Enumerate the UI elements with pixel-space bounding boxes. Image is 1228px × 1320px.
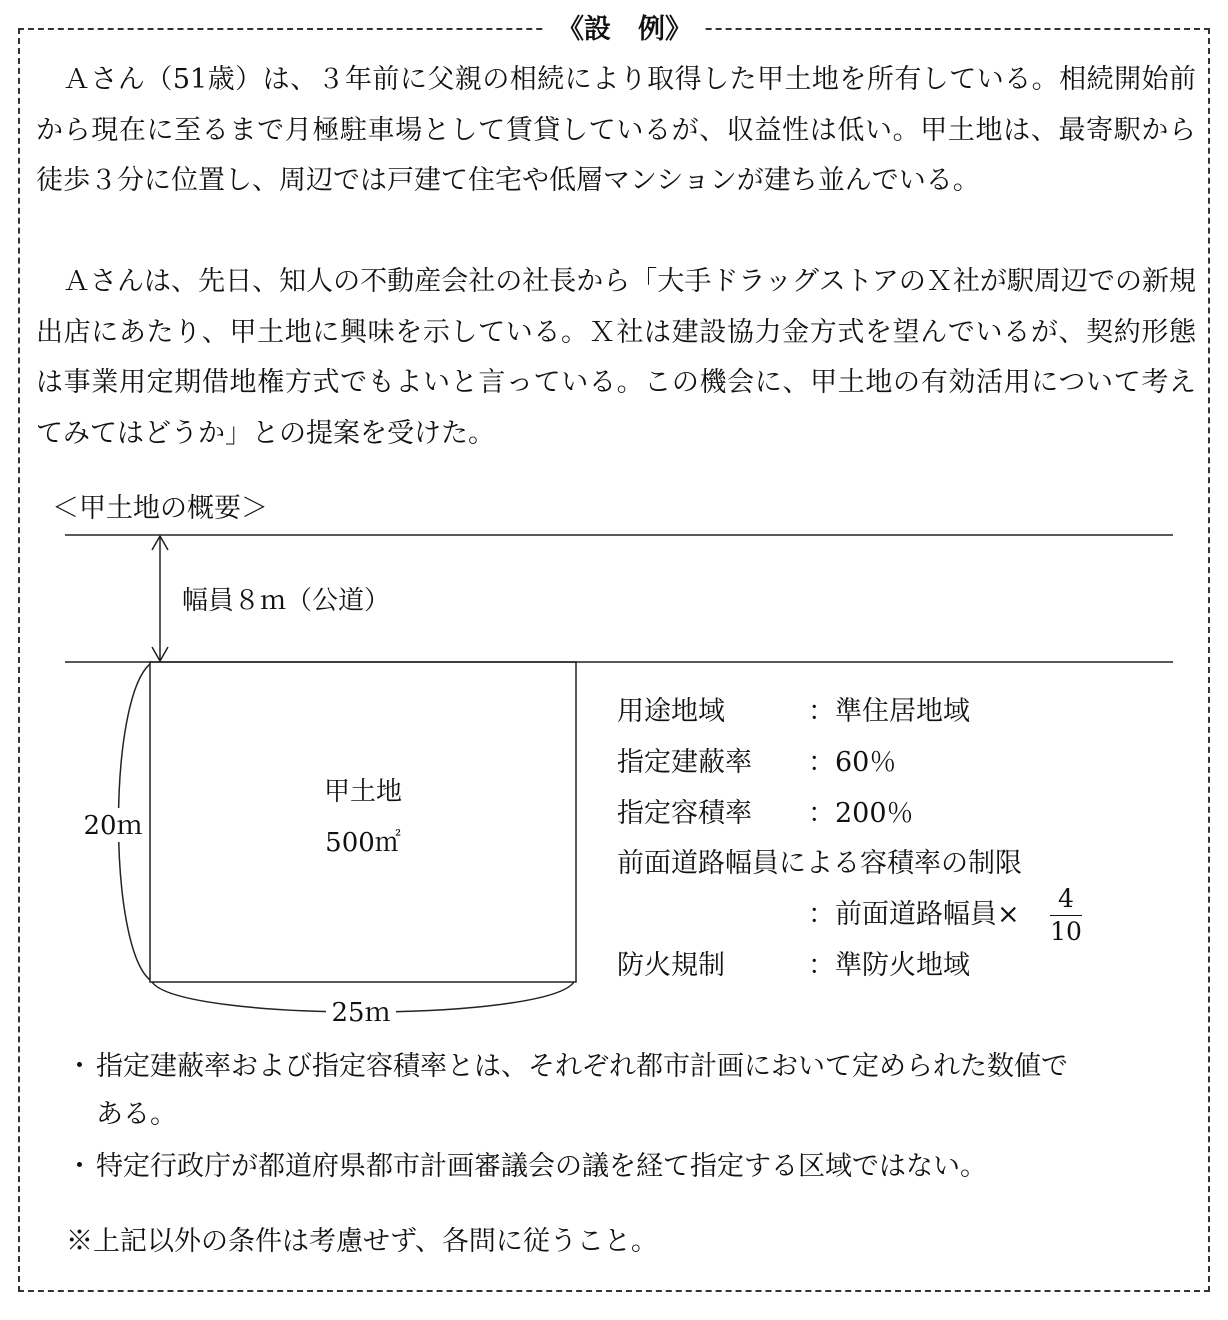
case-paragraph-2: Ａさんは、先日、知人の不動産会社の社長から「大手ドラッグストアのＸ社が駅周辺での新規出店にあたり、甲土地に興味を示している。Ｘ社は建設協力金方式を望んでいるが、契約形態は事業用定期借地権方式でもよいと言っている。この機会に、甲土地の有効活用について考えてみてはどうか」との提案を受けた。: [36, 266, 1196, 449]
spec-coverage-label: 指定建蔽率: [617, 747, 752, 778]
frame-title: 《設 例》: [545, 10, 704, 50]
spec-fire-value: ：準防火地域: [808, 950, 970, 981]
site-overview-heading: ＜甲土地の概要＞: [52, 493, 268, 524]
fraction-bar: [1050, 915, 1082, 916]
spec-coverage-value: ：60％: [808, 747, 897, 778]
note-2: [66, 1143, 987, 1191]
case-paragraph-1: Ａさん（51歳）は、３年前に父親の相続により取得した甲土地を所有している。相続開始前から現在に至るまで月極駐車場として賃貸しているが、収益性は低い。甲土地は、最寄駅から徒歩３分に位置し、周辺では戸建て住宅や低層マンションが建ち並んでいる。: [36, 64, 1196, 196]
lot-area: 500㎡: [325, 828, 401, 858]
remark: ※上記以外の条件は考慮せず、各問に従うこと。: [66, 1226, 658, 1257]
fraction-denominator: 10: [1050, 917, 1082, 946]
spec-far-label: 指定容積率: [617, 798, 752, 829]
width-label: 25ｍ: [331, 998, 391, 1028]
note-bullet: ・: [66, 1151, 93, 1182]
spec-far-value: ：200％: [808, 798, 914, 829]
note-1-line-2: ある。: [96, 1099, 177, 1130]
road-width-label: 幅員８ｍ（公道）: [182, 586, 391, 616]
note-2-line-1: 特定行政庁が都道府県都市計画審議会の議を経て指定する区域ではない。: [96, 1151, 987, 1182]
spec-use-zone-value: ：準住居地域: [808, 696, 970, 727]
spec-fire-label: 防火規制: [617, 950, 725, 981]
lot-name: 甲土地: [323, 777, 403, 807]
fraction-numerator: 4: [1058, 884, 1074, 913]
road-width-arrow: [152, 536, 168, 661]
spec-road-limit-label: 前面道路幅員による容積率の制限: [617, 848, 1022, 879]
spec-road-limit-value: ：前面道路幅員×: [808, 899, 1020, 930]
note-1-line-1: 指定建蔽率および指定容積率とは、それぞれ都市計画において定められた数値で: [96, 1051, 1068, 1082]
note-1: [66, 1043, 1068, 1139]
spec-use-zone-label: 用途地域: [617, 696, 725, 727]
note-bullet: ・: [66, 1051, 93, 1082]
lot-outline: [150, 662, 576, 982]
depth-label: 20ｍ: [83, 811, 143, 841]
